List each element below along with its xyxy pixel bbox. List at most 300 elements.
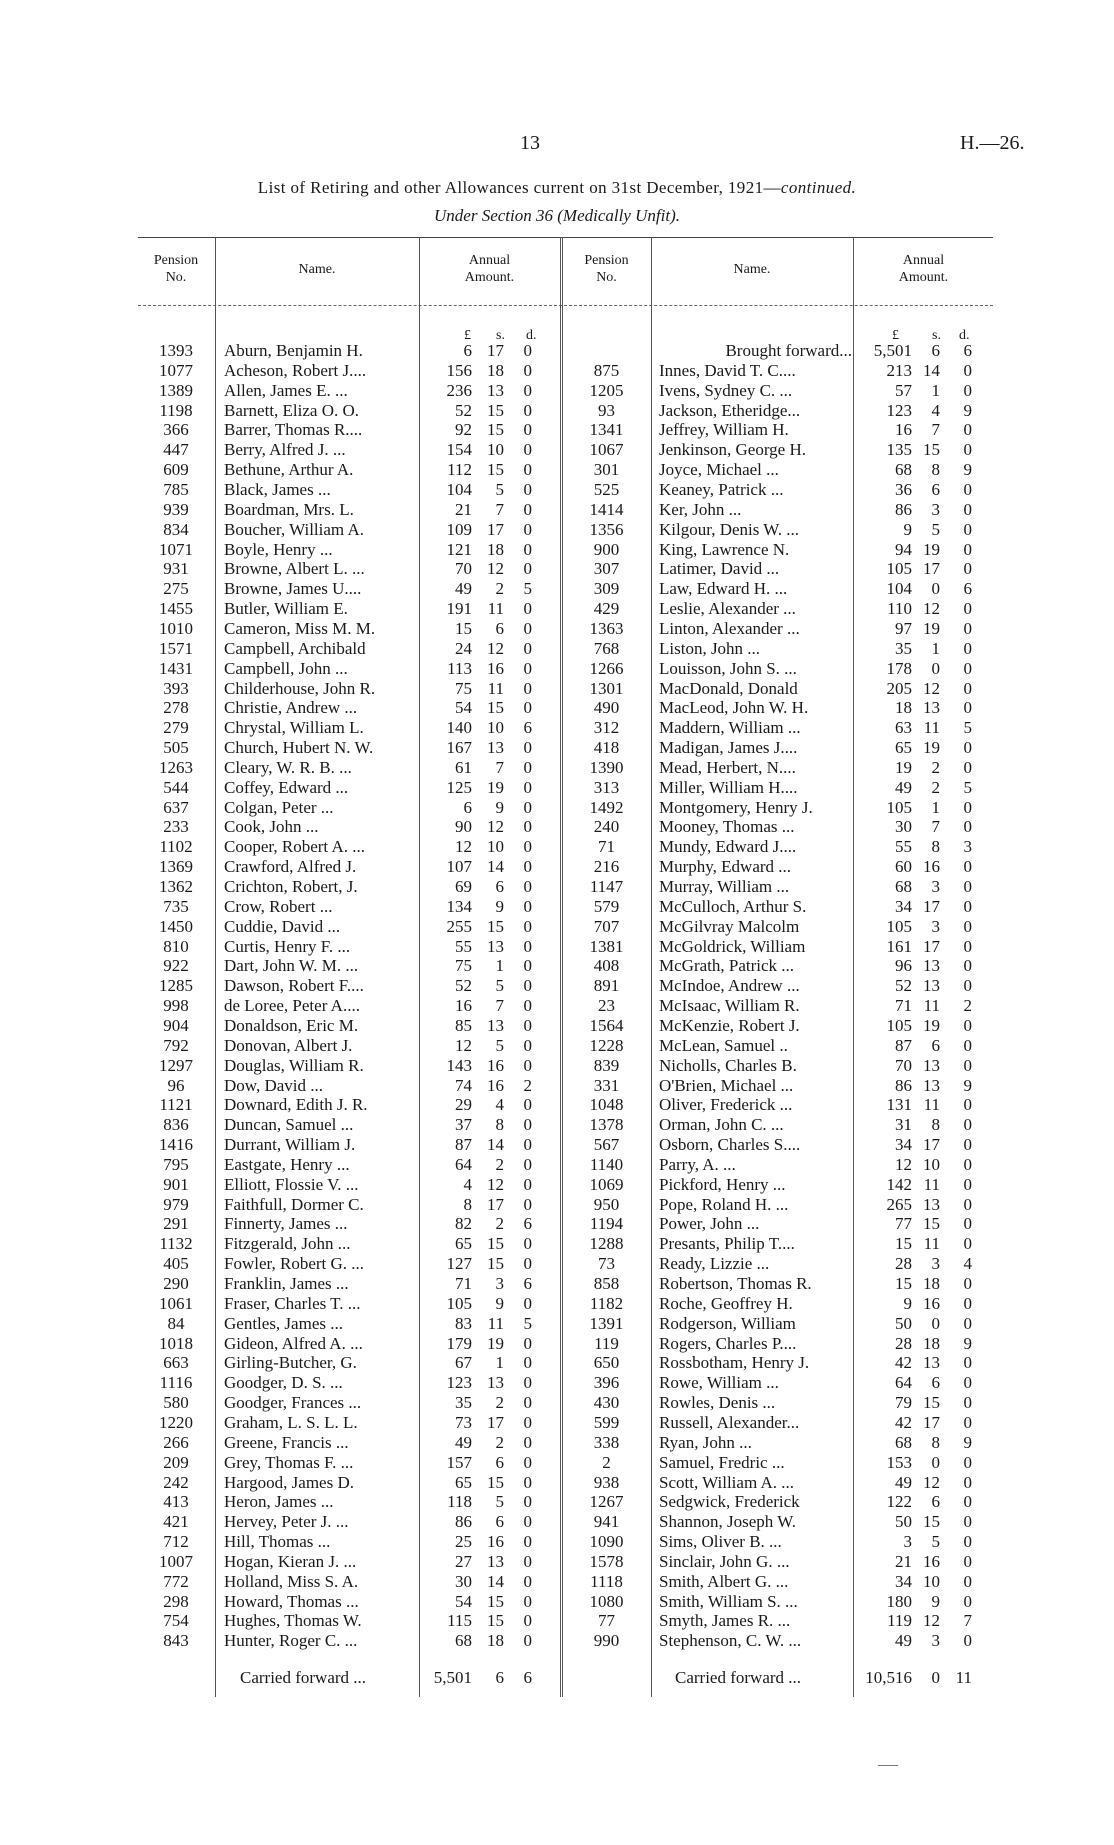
amount-shillings-left: 13: [487, 1551, 504, 1571]
amount-pounds-left: 109: [446, 519, 472, 539]
pension-number-right: 1578: [589, 1551, 624, 1571]
amount-shillings-left: 2: [495, 1214, 504, 1234]
amount-pence-left: 0: [523, 857, 532, 877]
amount-shillings-left: 9: [495, 896, 504, 916]
pensioner-name-right: MacDonald, Donald: [659, 678, 798, 698]
amount-pounds-right: 34: [895, 896, 912, 916]
amount-shillings-right: 3: [931, 877, 940, 896]
amount-pence-left: 0: [523, 1333, 532, 1353]
pension-number-right: 990: [593, 1631, 620, 1651]
amount-pence-left: 0: [523, 460, 532, 480]
amount-pence-left: 0: [523, 1015, 532, 1035]
pension-number-right: 1182: [589, 1293, 624, 1313]
pensioner-name-right: Samuel, Fredric ...: [659, 1452, 785, 1472]
amount-pounds-left: 82: [455, 1214, 472, 1234]
amount-pounds-right: 34: [895, 1571, 912, 1591]
pension-number-right: 1390: [589, 757, 624, 777]
pension-number-left: 1416: [159, 1135, 193, 1154]
pensioner-name-right: Linton, Alexander ...: [659, 618, 800, 638]
pensioner-name-left: Fraser, Charles T. ...: [224, 1293, 361, 1313]
pension-number-right: 73: [598, 1254, 615, 1274]
pension-number-left: 233: [163, 817, 189, 837]
table-row: [0, 1214, 1114, 1234]
pension-number-left: 785: [163, 480, 189, 499]
table-row: [0, 559, 1114, 579]
amount-pence-left: 5: [523, 1313, 532, 1333]
amount-pounds-left: 167: [446, 738, 472, 757]
amount-shillings-right: 2: [931, 757, 940, 777]
pension-number-left: 1263: [159, 757, 193, 777]
pensioner-name-left: Hervey, Peter J. ...: [224, 1512, 349, 1532]
table-row: [0, 837, 1114, 857]
pensioner-name-left: Gentles, James ...: [224, 1313, 343, 1333]
amount-pounds-right: 105: [886, 797, 912, 817]
amount-pence-right: 0: [963, 1194, 972, 1214]
amount-pounds-right: 153: [886, 1452, 912, 1472]
pensioner-name-right: Oliver, Frederick ...: [659, 1095, 793, 1115]
amount-pounds-right: 5,501: [873, 341, 912, 360]
pension-number-left: 393: [163, 678, 189, 698]
amount-pounds-left: 65: [455, 1472, 472, 1492]
pension-number-right: 858: [593, 1274, 620, 1293]
pensioner-name-left: Hunter, Roger C. ...: [224, 1631, 358, 1651]
amount-pounds-right: 3: [903, 1532, 912, 1551]
pensioner-name-left: Boardman, Mrs. L.: [224, 499, 354, 519]
amount-pence-right: 0: [963, 638, 972, 658]
amount-shillings-right: 17: [923, 1412, 940, 1432]
amount-pounds-left: 71: [455, 1274, 472, 1293]
table-row: [0, 1512, 1114, 1532]
amount-pounds-right: 55: [895, 837, 912, 857]
pension-number-left: 735: [163, 896, 189, 916]
amount-pence-right: 0: [963, 936, 972, 956]
amount-shillings-left: 13: [487, 936, 504, 956]
table-row: [0, 1056, 1114, 1076]
amount-pounds-right: 36: [895, 480, 912, 499]
pensioner-name-left: Colgan, Peter ...: [224, 797, 334, 817]
amount-pence-left: 0: [523, 698, 532, 718]
amount-pounds-left: 121: [446, 539, 472, 559]
amount-shillings-left: 12: [487, 817, 504, 837]
amount-shillings-left: 8: [495, 1115, 504, 1135]
amount-shillings-left: 12: [487, 1174, 504, 1194]
pension-number-left: 1018: [159, 1333, 193, 1353]
amount-pounds-right: 161: [886, 936, 912, 956]
amount-pounds-left: 49: [455, 579, 472, 599]
amount-pounds-left: 24: [455, 638, 472, 658]
amount-pounds-left: 87: [455, 1135, 472, 1154]
amount-pounds-left: 29: [455, 1095, 472, 1115]
table-row: [0, 480, 1114, 500]
pensioner-name-right: Brought forward...: [725, 341, 852, 360]
pension-number-right: 216: [593, 857, 620, 877]
pension-number-right: 707: [593, 916, 620, 936]
amount-pence-left: 0: [523, 360, 532, 380]
pensioner-name-left: Berry, Alfred J. ...: [224, 440, 346, 460]
carried-forward-shillings-left: 6: [495, 1668, 504, 1687]
amount-pounds-right: 28: [895, 1333, 912, 1353]
amount-pence-right: 0: [963, 1472, 972, 1492]
amount-shillings-left: 11: [487, 599, 504, 618]
amount-pence-right: 0: [963, 1412, 972, 1432]
table-row: [0, 361, 1114, 381]
table-row: [0, 956, 1114, 976]
amount-pounds-left: 67: [455, 1353, 472, 1373]
pension-number-right: 525: [593, 480, 620, 499]
amount-shillings-right: 6: [931, 1492, 940, 1512]
pension-number-right: 1090: [589, 1532, 624, 1551]
amount-pounds-left: 236: [446, 380, 472, 400]
unit-pence-right: d.: [959, 328, 970, 343]
table-row: [0, 698, 1114, 718]
amount-pence-left: 0: [523, 777, 532, 797]
pension-number-right: 240: [593, 817, 620, 837]
amount-pounds-left: 179: [446, 1333, 472, 1353]
pension-number-right: 396: [593, 1373, 620, 1393]
amount-pounds-right: 70: [895, 1055, 912, 1075]
amount-pence-right: 0: [963, 738, 972, 757]
amount-pence-right: 0: [963, 440, 972, 460]
pensioner-name-left: Fowler, Robert G. ...: [224, 1254, 365, 1274]
amount-pence-left: 0: [523, 956, 532, 976]
amount-shillings-left: 6: [495, 618, 504, 638]
amount-pounds-right: 57: [895, 380, 912, 400]
pension-number-left: 843: [163, 1631, 189, 1651]
amount-pence-left: 0: [523, 837, 532, 857]
pensioner-name-right: Sinclair, John G. ...: [659, 1551, 790, 1571]
carried-forward-pounds-right: 10,516: [865, 1668, 912, 1687]
pensioner-name-right: Law, Edward H. ...: [659, 579, 788, 599]
pension-number-right: 1069: [589, 1174, 624, 1194]
amount-pence-right: 0: [963, 360, 972, 380]
amount-pounds-left: 73: [455, 1412, 472, 1432]
pension-number-right: 338: [593, 1432, 620, 1452]
table-row: [0, 599, 1114, 619]
pensioner-name-left: Howard, Thomas ...: [224, 1591, 359, 1611]
amount-shillings-right: 6: [931, 480, 940, 499]
pension-number-right: 1147: [589, 877, 624, 896]
pensioner-name-right: McGoldrick, William: [659, 936, 806, 956]
amount-shillings-right: 13: [923, 976, 940, 996]
amount-pence-right: 5: [963, 777, 972, 797]
amount-pounds-left: 125: [446, 777, 472, 797]
header-rule: [138, 305, 993, 306]
pensioner-name-right: Rogers, Charles P....: [659, 1333, 797, 1353]
amount-shillings-right: 18: [923, 1274, 940, 1293]
amount-shillings-left: 1: [495, 956, 504, 976]
table-row: [0, 1195, 1114, 1215]
pensioner-name-left: Graham, L. S. L. L.: [224, 1412, 358, 1432]
amount-pence-right: 0: [963, 519, 972, 539]
pensioner-name-left: Elliott, Flossie V. ...: [224, 1174, 359, 1194]
carried-forward-pounds-left: 5,501: [433, 1668, 472, 1687]
header-pension-no-right: Pension No.: [584, 253, 629, 285]
amount-pence-right: 0: [963, 1095, 972, 1115]
pensioner-name-right: Sedgwick, Frederick: [659, 1492, 800, 1512]
amount-pence-right: 0: [963, 1492, 972, 1512]
table-row: [0, 1473, 1114, 1493]
amount-pence-left: 0: [523, 757, 532, 777]
table-row: [0, 520, 1114, 540]
amount-pounds-left: 64: [455, 1154, 472, 1174]
amount-pence-right: 0: [963, 1055, 972, 1075]
pension-number-right: 1080: [589, 1591, 624, 1611]
pensioner-name-left: Christie, Andrew ...: [224, 698, 358, 718]
amount-pence-left: 0: [523, 1174, 532, 1194]
amount-shillings-right: 17: [923, 1135, 940, 1154]
amount-pence-left: 0: [523, 1432, 532, 1452]
pensioner-name-right: Nicholls, Charles B.: [659, 1055, 797, 1075]
pensioner-name-right: Maddern, William ...: [659, 718, 801, 738]
table-row: [0, 1294, 1114, 1314]
amount-pounds-right: 105: [886, 559, 912, 579]
amount-shillings-left: 1: [495, 1353, 504, 1373]
amount-shillings-right: 17: [923, 896, 940, 916]
pensioner-name-right: Ker, John ...: [659, 499, 742, 519]
pensioner-name-left: de Loree, Peter A....: [224, 996, 360, 1016]
amount-pence-left: 0: [523, 400, 532, 420]
amount-pounds-right: 94: [895, 539, 912, 559]
amount-pence-left: 0: [523, 559, 532, 579]
amount-shillings-right: 0: [931, 658, 940, 678]
pension-number-left: 96: [167, 1075, 185, 1095]
amount-shillings-left: 2: [495, 579, 504, 599]
amount-pounds-left: 8: [463, 1194, 472, 1214]
amount-pounds-right: 122: [886, 1492, 912, 1512]
amount-pounds-left: 90: [455, 817, 472, 837]
amount-shillings-right: 13: [923, 698, 940, 718]
amount-pence-right: 0: [963, 1015, 972, 1035]
amount-shillings-right: 16: [923, 1293, 940, 1313]
amount-pence-left: 0: [523, 1472, 532, 1492]
amount-shillings-left: 7: [495, 996, 504, 1016]
amount-pence-right: 0: [963, 1452, 972, 1472]
amount-pence-right: 0: [963, 896, 972, 916]
amount-shillings-left: 13: [487, 1373, 504, 1393]
table-row: [0, 1631, 1114, 1651]
table-row: [0, 1453, 1114, 1473]
amount-shillings-left: 18: [487, 360, 504, 380]
pensioner-name-right: Rossbotham, Henry J.: [659, 1353, 810, 1373]
amount-pounds-left: 255: [446, 916, 472, 936]
pensioner-name-left: Fitzgerald, John ...: [224, 1234, 351, 1254]
pension-number-left: 279: [163, 718, 189, 738]
pension-number-right: 1067: [589, 440, 624, 460]
pension-number-left: 266: [163, 1432, 189, 1452]
amount-shillings-left: 17: [487, 519, 504, 539]
title-continued: continued.: [780, 178, 857, 197]
amount-shillings-right: 5: [931, 519, 940, 539]
amount-pounds-right: 68: [895, 460, 912, 480]
pensioner-name-left: Hill, Thomas ...: [224, 1532, 331, 1551]
amount-shillings-right: 10: [923, 1154, 940, 1174]
pension-number-right: 307: [593, 559, 620, 579]
amount-shillings-left: 6: [495, 1512, 504, 1532]
amount-pounds-left: 37: [455, 1115, 472, 1135]
pensioner-name-left: Butler, William E.: [224, 599, 348, 618]
amount-pence-right: 5: [963, 718, 972, 738]
pensioner-name-left: Aburn, Benjamin H.: [224, 341, 363, 360]
pension-number-left: 1285: [159, 976, 193, 996]
pensioner-name-left: Grey, Thomas F. ...: [224, 1452, 354, 1472]
amount-pence-left: 0: [523, 1194, 532, 1214]
amount-pence-right: 0: [963, 877, 972, 896]
table-row: [0, 1175, 1114, 1195]
amount-shillings-left: 5: [495, 1492, 504, 1512]
amount-pence-right: 0: [963, 599, 972, 618]
pension-number-right: 768: [593, 638, 620, 658]
pension-number-right: 77: [598, 1611, 615, 1631]
amount-pence-left: 0: [523, 1412, 532, 1432]
carried-forward-row: [0, 1667, 1114, 1689]
amount-pence-right: 0: [963, 1512, 972, 1532]
amount-pence-right: 0: [963, 1115, 972, 1135]
table-row: [0, 1433, 1114, 1453]
pension-number-left: 663: [163, 1353, 189, 1373]
amount-shillings-right: 17: [923, 936, 940, 956]
amount-shillings-left: 15: [487, 460, 504, 480]
amount-shillings-left: 5: [495, 1035, 504, 1055]
pension-number-left: 1362: [159, 877, 193, 896]
amount-shillings-left: 12: [487, 638, 504, 658]
table-row: [0, 758, 1114, 778]
amount-shillings-right: 11: [923, 1234, 940, 1254]
pension-number-right: 1288: [589, 1234, 624, 1254]
amount-pounds-left: 25: [455, 1532, 472, 1551]
pensioner-name-right: Rowles, Denis ...: [659, 1393, 776, 1413]
amount-pence-right: 0: [963, 817, 972, 837]
amount-pounds-right: 123: [886, 400, 912, 420]
pension-number-right: 1140: [589, 1154, 624, 1174]
amount-shillings-right: 19: [923, 618, 940, 638]
table-row: [0, 1552, 1114, 1572]
pension-number-left: 834: [163, 519, 189, 539]
pension-number-left: 795: [163, 1154, 189, 1174]
amount-pounds-left: 16: [455, 996, 472, 1016]
table-row: [0, 639, 1114, 659]
amount-pence-right: 9: [963, 400, 972, 420]
pensioner-name-left: Faithfull, Dormer C.: [224, 1194, 364, 1214]
pensioner-name-left: Durrant, William J.: [224, 1135, 356, 1154]
amount-pounds-left: 6: [463, 797, 472, 817]
table-row: [0, 1274, 1114, 1294]
amount-shillings-right: 19: [923, 539, 940, 559]
pensioner-name-right: Madigan, James J....: [659, 738, 798, 757]
pension-number-left: 1571: [159, 638, 193, 658]
amount-pence-right: 0: [963, 1274, 972, 1293]
pensioner-name-right: Orman, John C. ...: [659, 1115, 784, 1135]
pension-number-left: 1450: [159, 916, 193, 936]
table-row: [0, 1393, 1114, 1413]
amount-pence-right: 0: [963, 480, 972, 499]
pension-number-left: 84: [167, 1313, 185, 1333]
amount-shillings-left: 10: [487, 837, 504, 857]
table-row: [0, 877, 1114, 897]
amount-pence-left: 0: [523, 817, 532, 837]
amount-pounds-left: 12: [455, 1035, 472, 1055]
amount-pence-left: 0: [523, 1234, 532, 1254]
amount-pounds-left: 52: [455, 400, 472, 420]
amount-shillings-left: 15: [487, 1234, 504, 1254]
amount-pence-right: 0: [963, 1313, 972, 1333]
pension-number-left: 278: [163, 698, 189, 718]
amount-shillings-left: 13: [487, 1015, 504, 1035]
pension-number-right: 23: [598, 996, 615, 1016]
amount-shillings-left: 10: [487, 718, 504, 738]
amount-shillings-left: 4: [495, 1095, 504, 1115]
amount-pounds-right: 63: [895, 718, 912, 738]
amount-pounds-right: 71: [895, 996, 912, 1016]
pensioner-name-left: Chrystal, William L.: [224, 718, 364, 738]
amount-shillings-left: 15: [487, 420, 504, 440]
table-row: [0, 1611, 1114, 1631]
amount-pence-right: 0: [963, 1135, 972, 1154]
amount-shillings-left: 14: [487, 857, 504, 877]
pensioner-name-left: Duncan, Samuel ...: [224, 1115, 354, 1135]
pensioner-name-left: Barnett, Eliza O. O.: [224, 400, 360, 420]
amount-pounds-right: 142: [886, 1174, 912, 1194]
amount-shillings-right: 3: [931, 1631, 940, 1651]
amount-shillings-left: 15: [487, 1472, 504, 1492]
amount-shillings-left: 13: [487, 738, 504, 757]
amount-pounds-left: 85: [455, 1015, 472, 1035]
pension-number-right: 1194: [589, 1214, 624, 1234]
amount-shillings-left: 6: [495, 1452, 504, 1472]
amount-shillings-right: 11: [923, 718, 940, 738]
pension-number-right: 2: [602, 1452, 611, 1472]
amount-pounds-right: 9: [903, 1293, 912, 1313]
pension-number-left: 1198: [159, 400, 193, 420]
amount-pence-right: 0: [963, 539, 972, 559]
pension-number-left: 836: [163, 1115, 189, 1135]
amount-shillings-right: 16: [923, 1551, 940, 1571]
amount-shillings-left: 15: [487, 1254, 504, 1274]
pension-number-left: 1132: [159, 1234, 193, 1254]
amount-pence-left: 0: [523, 1551, 532, 1571]
amount-pence-left: 0: [523, 380, 532, 400]
pensioner-name-right: Mundy, Edward J....: [659, 837, 797, 857]
pensioner-name-right: McIndoe, Andrew ...: [659, 976, 800, 996]
unit-pounds-right: £: [892, 328, 899, 343]
pension-number-left: 901: [163, 1174, 189, 1194]
pensioner-name-left: Douglas, William R.: [224, 1055, 364, 1075]
amount-pence-right: 6: [963, 341, 972, 360]
amount-shillings-left: 16: [487, 1055, 504, 1075]
amount-shillings-right: 15: [923, 440, 940, 460]
amount-pounds-left: 83: [455, 1313, 472, 1333]
pensioner-name-left: Eastgate, Henry ...: [224, 1154, 350, 1174]
pension-number-right: 309: [593, 579, 620, 599]
pensioner-name-left: Cuddie, David ...: [224, 916, 341, 936]
pensioner-name-right: McKenzie, Robert J.: [659, 1015, 800, 1035]
amount-shillings-right: 5: [931, 1532, 940, 1551]
amount-shillings-left: 7: [495, 757, 504, 777]
pensioner-name-left: Girling-Butcher, G.: [224, 1353, 357, 1373]
pension-number-left: 1297: [159, 1055, 193, 1075]
amount-pence-left: 0: [523, 1611, 532, 1631]
amount-pence-right: 0: [963, 1353, 972, 1373]
table-row: [0, 1254, 1114, 1274]
pensioner-name-left: Bethune, Arthur A.: [224, 460, 354, 480]
amount-pence-left: 0: [523, 1115, 532, 1135]
pensioner-name-left: Crawford, Alfred J.: [224, 857, 357, 877]
unit-pounds-left: £: [464, 328, 471, 343]
amount-shillings-left: 7: [495, 499, 504, 519]
table-row: [0, 857, 1114, 877]
amount-shillings-right: 3: [931, 916, 940, 936]
amount-pence-right: 0: [963, 757, 972, 777]
pension-number-left: 290: [163, 1274, 189, 1293]
